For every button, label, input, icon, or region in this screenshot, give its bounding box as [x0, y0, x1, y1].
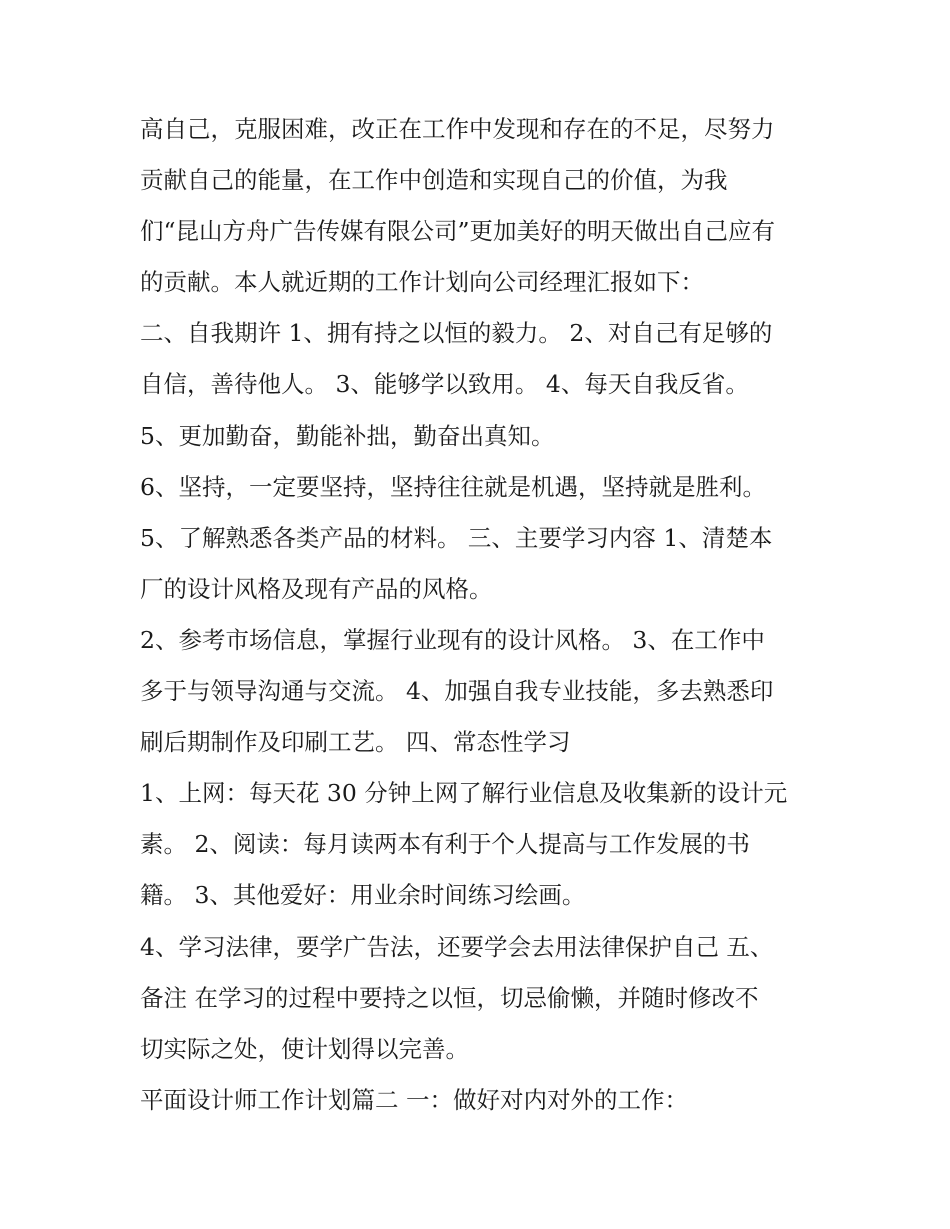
- text-line: 二、自我期许 1、拥有持之以恒的毅力。 2、对自己有足够的: [140, 319, 773, 348]
- document-body: [140, 104, 830, 1126]
- text-line: 素。 2、阅读：每月读两本有利于个人提高与工作发展的书: [140, 830, 750, 859]
- text-line: 6、坚持，一定要坚持，坚持往往就是机遇，坚持就是胜利。: [140, 472, 766, 501]
- text-line: 多于与领导沟通与交流。 4、加强自我专业技能，多去熟悉印: [140, 677, 774, 706]
- text-line: 厂的设计风格及现有产品的风格。: [140, 574, 493, 603]
- text-line: 的贡献。本人就近期的工作计划向公司经理汇报如下：: [140, 268, 704, 297]
- text-line: 自信，善待他人。 3、能够学以致用。 4、每天自我反省。: [140, 370, 749, 399]
- text-line: 籍。 3、其他爱好：用业余时间练习绘画。: [140, 881, 586, 910]
- text-line: 备注 在学习的过程中要持之以恒，切忌偷懒，并随时修改不: [140, 983, 759, 1012]
- text-line: 5、更加勤奋，勤能补拙，勤奋出真知。: [140, 421, 555, 450]
- text-line: 4、学习法律，要学广告法，还要学会去用法律保护自己 五、: [140, 932, 774, 961]
- text-line: 高自己，克服困难，改正在工作中发现和存在的不足，尽努力: [140, 115, 775, 143]
- text-line: 1、上网：每天花 30 分钟上网了解行业信息及收集新的设计元: [140, 779, 788, 808]
- text-line: 平面设计师工作计划篇二 一：做好对内对外的工作：: [140, 1085, 688, 1114]
- text-line: 刷后期制作及印刷工艺。 四、常态性学习: [140, 728, 571, 757]
- text-line: 切实际之处，使计划得以完善。: [140, 1034, 469, 1063]
- text-line: 贡献自己的能量，在工作中创造和实现自己的价值，为我: [140, 166, 728, 195]
- text-line: 2、参考市场信息，掌握行业现有的设计风格。 3、在工作中: [140, 625, 765, 654]
- text-line: 5、了解熟悉各类产品的材料。 三、主要学习内容 1、清楚本: [140, 523, 773, 552]
- text-line: 们“昆山方舟广告传媒有限公司”更加美好的明天做出自己应有: [140, 217, 776, 246]
